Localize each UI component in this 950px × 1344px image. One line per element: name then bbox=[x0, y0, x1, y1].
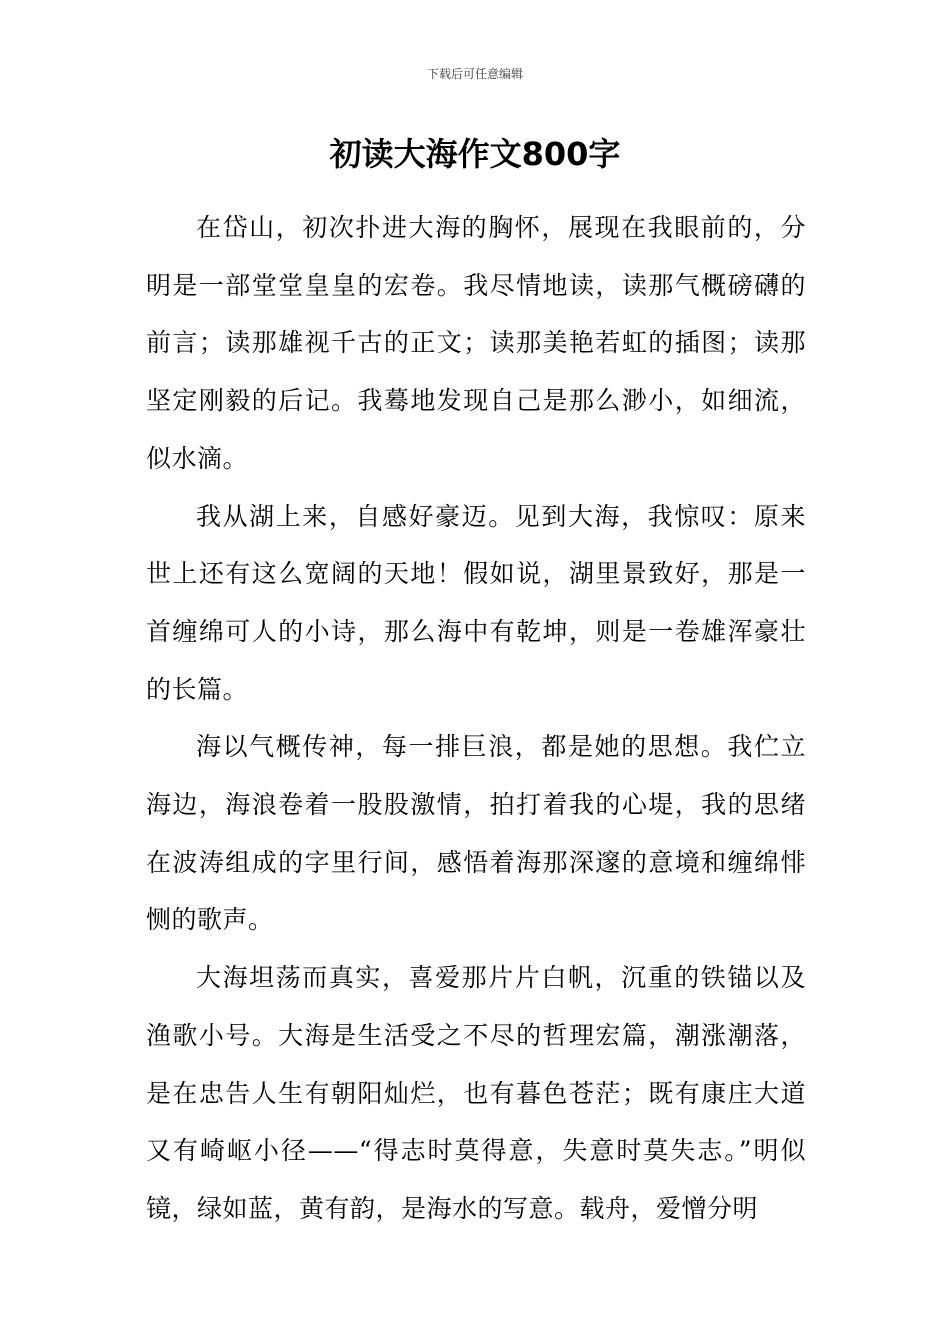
paragraph-1: 在岱山，初次扑进大海的胸怀，展现在我眼前的，分明是一部堂堂皇皇的宏卷。我尽情地读，读那气概磅礴的前言；读那雄视千古的正文；读那美艳若虹的插图；读那坚定刚毅的后记。我蓦地发现自己是那么渺小，如细流，似水滴。 bbox=[146, 213, 806, 473]
paragraph-2: 我从湖上来，自感好豪迈。见到大海，我惊叹：原来世上还有这么宽阔的天地！假如说，湖里景致好，那是一首缠绵可人的小诗，那么海中有乾坤，则是一卷雄浑豪壮的长篇。 bbox=[146, 501, 806, 704]
paragraph-4: 大海坦荡而真实，喜爱那片片白帆，沉重的铁锚以及渔歌小号。大海是生活受之不尽的哲理宏篇，潮涨潮落，是在忠告人生有朝阳灿烂，也有暮色苍茫；既有康庄大道又有崎岖小径——“得志时莫得意，失意时莫失志。”明似镜，绿如蓝，黄有韵，是海水的写意。载舟，爱憎分明 bbox=[146, 963, 806, 1223]
page-title: 初读大海作文800字 bbox=[329, 135, 621, 173]
paragraph-3: 海以气概传神，每一排巨浪，都是她的思想。我伫立海边，海浪卷着一股股激情，拍打着我的心堤，我的思绪在波涛组成的字里行间，感悟着海那深邃的意境和缠绵悱恻的歌声。 bbox=[146, 732, 806, 935]
header-note: 下载后可任意编辑 bbox=[426, 67, 523, 81]
article-body bbox=[146, 199, 806, 1238]
